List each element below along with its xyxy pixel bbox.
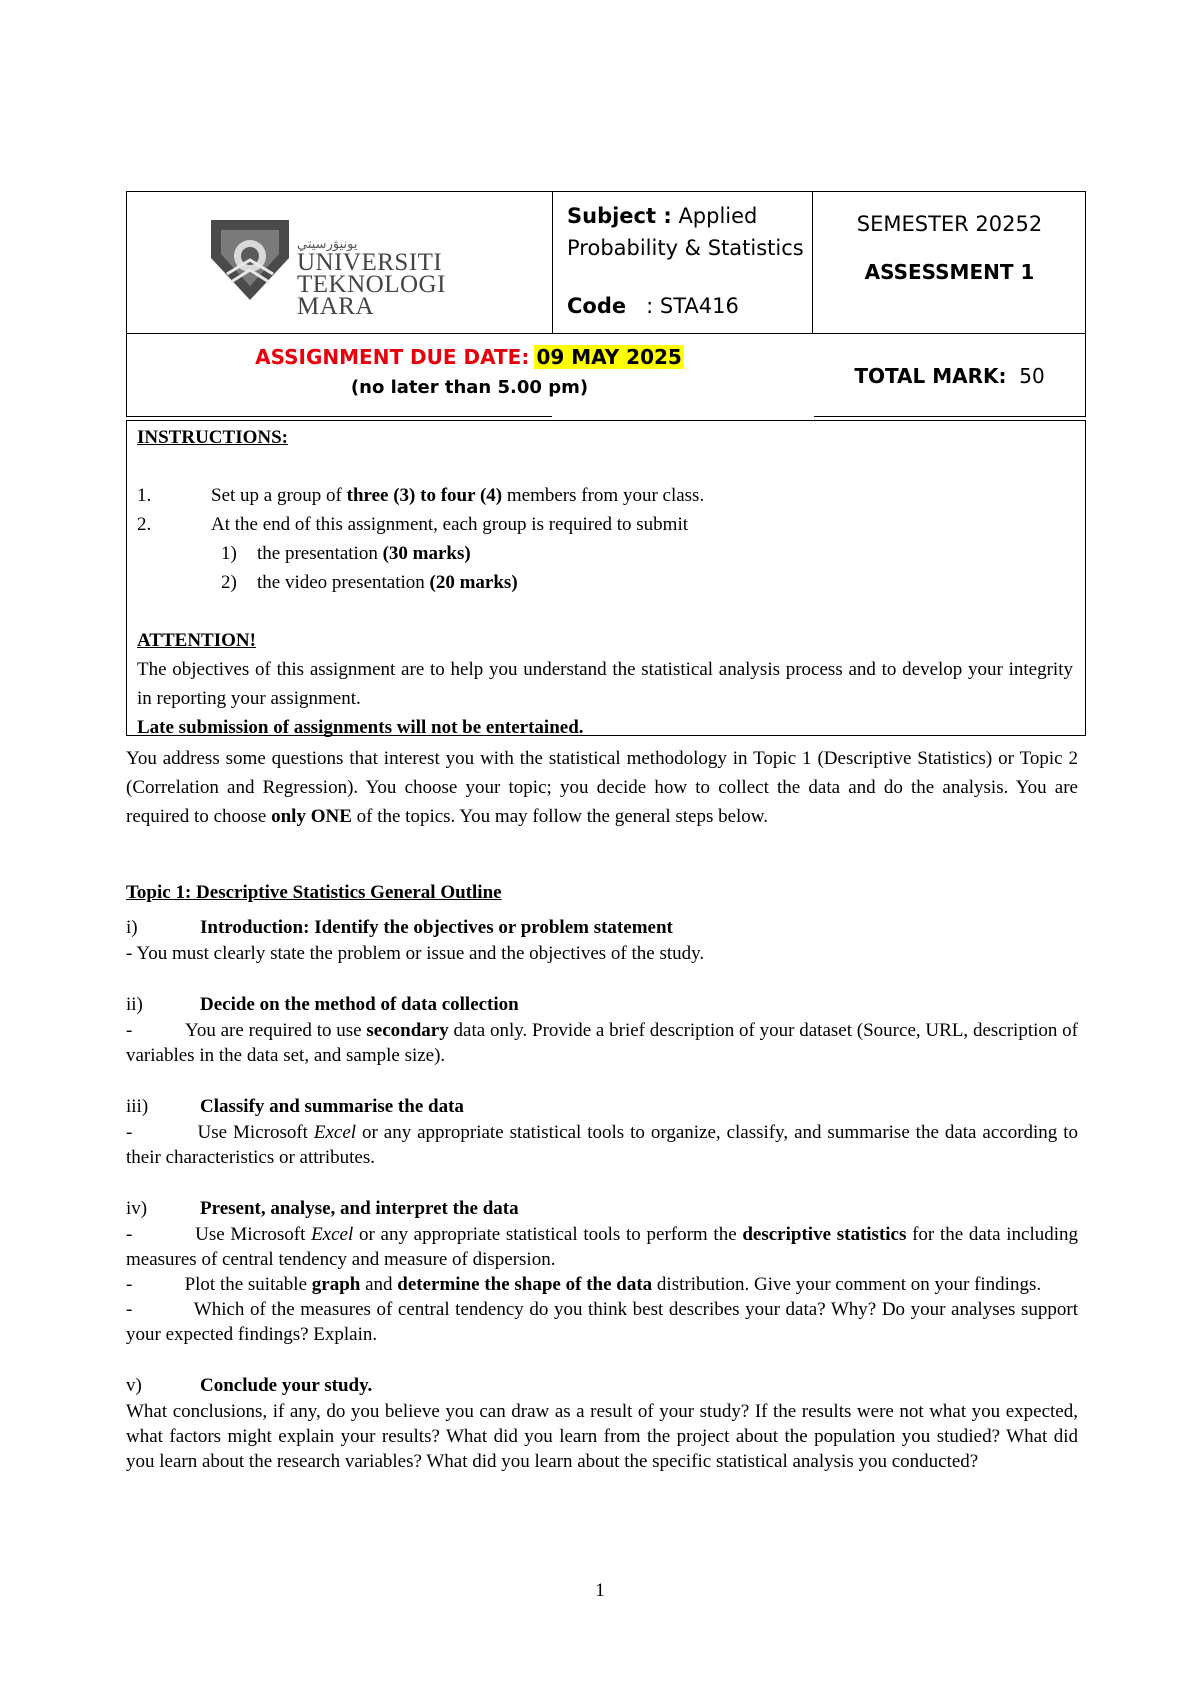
uitm-crest-icon (207, 212, 293, 304)
step-heading: ii) Decide on the method of data collection (126, 994, 519, 1015)
logo-line: TEKNOLOGI (297, 271, 446, 298)
intro-paragraph: You address some questions that interest you with the statistical methodology in Topic 1 (Descriptive Statistics) or Topic 2 (Correlation and Regression). You choose your topic; you decide how to collect the data and do the analysis. You are required to choose only ONE of the topics. You may follow the general steps below. (126, 748, 1078, 827)
total-mark (812, 364, 1087, 388)
step-text: - Which of the measures of central tendency do you think best describes your data? Why? Do your analyses support your expected findings? Explain. (126, 1299, 1078, 1345)
logo-line: MARA (297, 293, 375, 320)
list-item: 2) the video presentation (20 marks) (221, 572, 518, 593)
total-mark-label: TOTAL MARK: (854, 364, 1007, 388)
instructions-title: INSTRUCTIONS: (137, 427, 288, 448)
logo-line: UNIVERSITI (297, 249, 443, 276)
instructions-box (126, 420, 1086, 736)
code-value: : STA416 (646, 294, 739, 318)
step-text: - You are required to use secondary data only. Provide a brief description of your dataset (Source, URL, description of variables in the data set, and sample size). (126, 1020, 1078, 1066)
page-number: 1 (595, 1580, 605, 1601)
step-heading: iii) Classify and summarise the data (126, 1096, 464, 1117)
logo-wordmark (297, 236, 446, 318)
total-mark-value: 50 (1019, 364, 1045, 388)
step-text: - Use Microsoft Excel or any appropriate statistical tools to organize, classify, and summarise the data according to their characteristics or attributes. (126, 1122, 1079, 1168)
due-date-label: ASSIGNMENT DUE DATE: (255, 345, 530, 369)
due-date-value: 09 MAY 2025 (536, 345, 682, 369)
step-heading: v) Conclude your study. (126, 1375, 373, 1396)
subject-value: Applied Probability & Statistics (567, 204, 804, 260)
due-date-block (127, 345, 812, 398)
semester: SEMESTER 20252 (856, 212, 1043, 236)
step-text: What conclusions, if any, do you believe you can draw as a result of your study? If the results were not what you expected, what factors might explain your results? What did you learn from the project about the population you studied? What did you learn about the research variables? What did you learn about the specific statistical analysis you conducted? (126, 1401, 1078, 1472)
step-text: - Plot the suitable graph and determine the shape of the data distribution. Give your comment on your findings. (126, 1274, 1042, 1295)
uitm-logo (207, 212, 457, 320)
list-item: 2. At the end of this assignment, each group is required to submit (137, 514, 689, 535)
step-text: - Use Microsoft Excel or any appropriate statistical tools to perform the descriptive statistics for the data including measures of central tendency and measure of dispersion. (126, 1224, 1079, 1270)
attention-title: ATTENTION! (137, 630, 256, 651)
due-date-note: (no later than 5.00 pm) (350, 377, 589, 398)
list-item: 1) the presentation (30 marks) (221, 543, 471, 564)
subject-block (567, 200, 822, 322)
step-text: - You must clearly state the problem or issue and the objectives of the study. (126, 943, 705, 964)
subject-label: Subject : (567, 204, 672, 228)
attention-text: The objectives of this assignment are to help you understand the statistical analysis process and to develop your integrity in reporting your assignment. (137, 659, 1073, 709)
step-heading: iv) Present, analyse, and interpret the data (126, 1198, 519, 1219)
assessment-title: ASSESSMENT 1 (864, 260, 1035, 284)
header-table (126, 191, 1086, 417)
code-label: Code (567, 294, 627, 318)
topic1-section (126, 880, 1078, 1474)
late-note: Late submission of assignments will not be entertained. (137, 717, 584, 738)
logo-jawi: ﻳﻮﻧﻴﯟرسيتي (297, 236, 358, 251)
list-item: 1. Set up a group of three (3) to four (4) members from your class. (137, 485, 705, 506)
step-heading: i) Introduction: Identify the objectives or problem statement (126, 917, 673, 938)
topic1-title: Topic 1: Descriptive Statistics General Outline (126, 882, 502, 903)
